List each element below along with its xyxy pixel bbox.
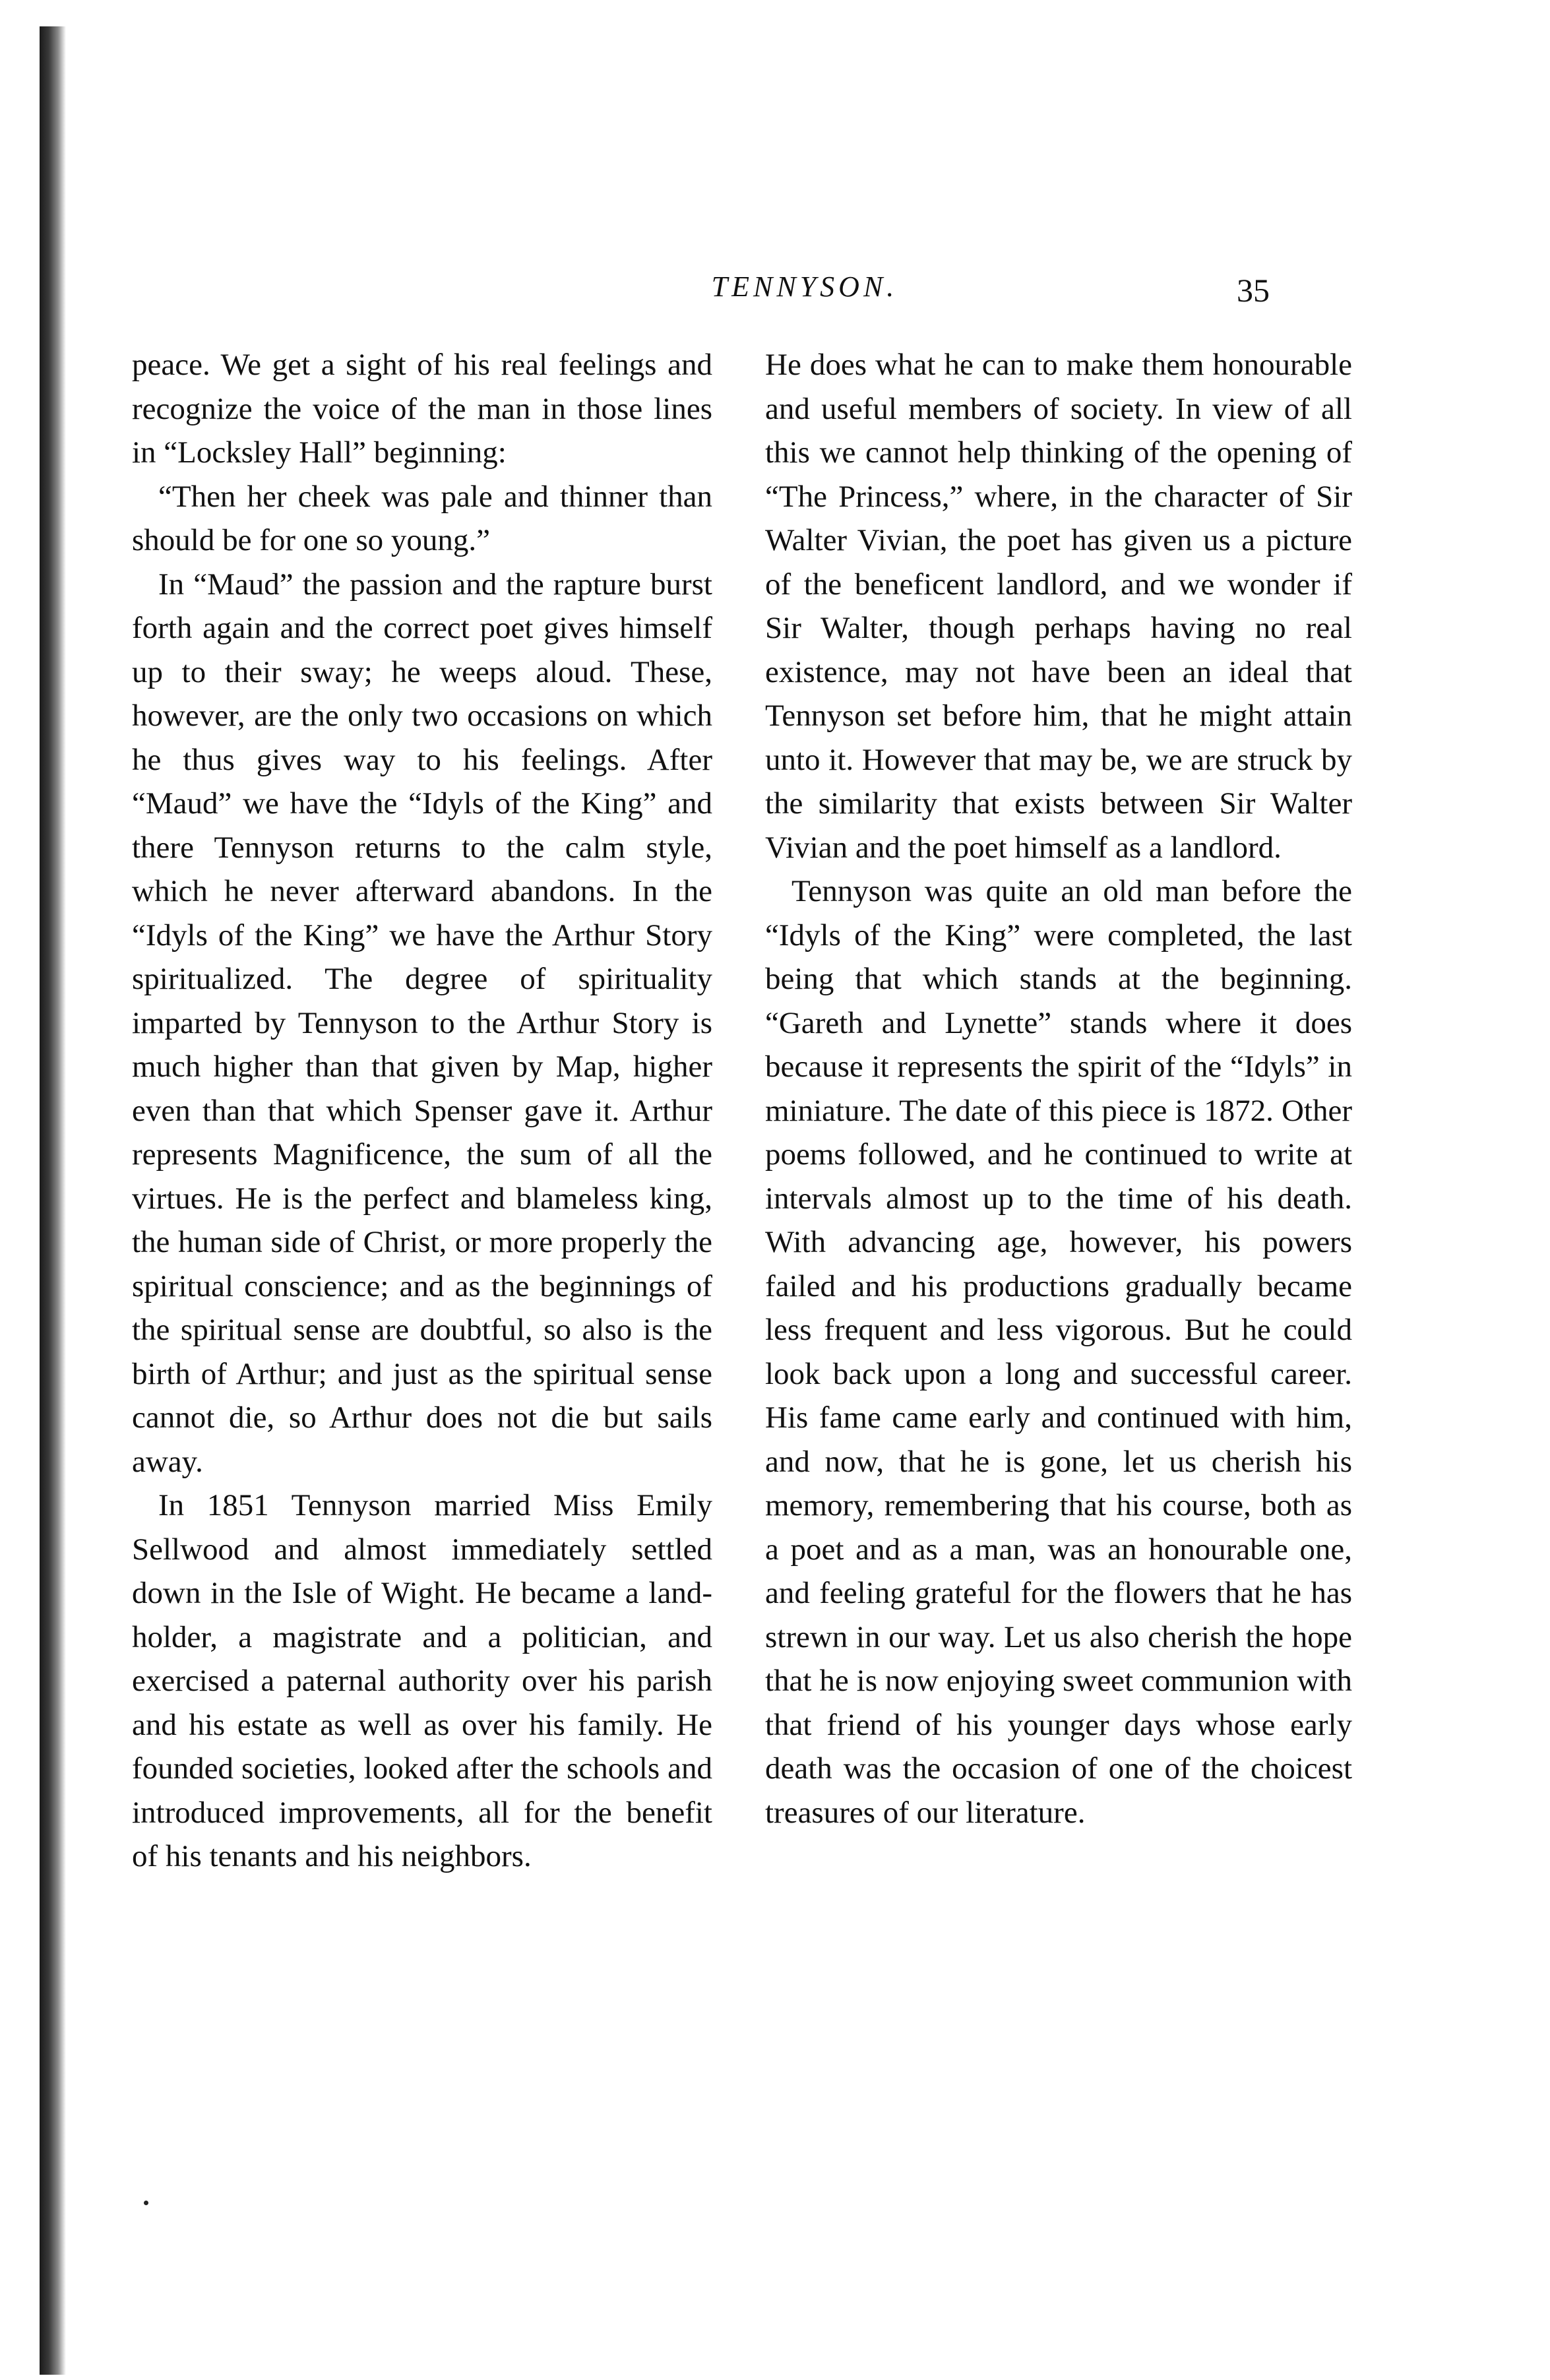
quotation-locksley-hall: “Then her cheek was pale and thinner than should be for one so young.” — [132, 479, 712, 557]
paragraph-left-1: peace. We get a sight of his real feelings and recognize the voice of the man in those lines in “Locksley Hall” beginning: — [132, 348, 712, 470]
paragraph-left-1851: In 1851 Tennyson married Miss Emily Sellwood and almost immediately settled down in the Isle of Wight. He became a land-holder, a magistrate and a politician, and exercised a paternal authority over his parish and his estate as well as over his family. He founded societies, looked after the schools and introduced improvements, all for the benefit of his tenants and his neighbors. — [132, 1488, 712, 1873]
ink-speck — [144, 2201, 148, 2205]
page-number: 35 — [1237, 272, 1270, 309]
paragraph-right-1: He does what he can to make them honourable and useful members of society. In view of all this we cannot help thinking of the opening of “The Princess,” where, in the character of Sir Walter Vivian, the poet has given us a picture of the beneficent landlord, and we wonder if Sir Walter, though perhaps having no real existence, may not have been an ideal that Tennyson set before him, that he might attain unto it. However that may be, we are struck by the similarity that exists between Sir Walter Vivian and the poet himself as a landlord. — [765, 348, 1352, 865]
paragraph-left-maud: In “Maud” the passion and the rapture burst forth again and the correct poet gives himself up to their sway; he weeps aloud. These, however, are the only two occasions on which he thus gives way to his feelings. After “Maud” we have the “Idyls of the King” and there Tennyson returns to the calm style, which he never afterward abandons. In the “Idyls of the King” we have the Arthur Story spiritualized. The degree of spirituality imparted by Tennyson to the Arthur Story is much higher than that given by Map, higher even than that which Spenser gave it. Arthur represents Magnificence, the sum of all the virtues. He is the perfect and blameless king, the human side of Christ, or more properly the spiritual conscience; and as the beginnings of the spiritual sense are doubtful, so also is the birth of Arthur; and just as the spiritual sense cannot die, so Arthur does not die but sails away. — [132, 567, 712, 1479]
right-column — [765, 343, 1352, 1834]
running-head: TENNYSON. — [711, 270, 898, 303]
left-column — [132, 343, 712, 1879]
paragraph-right-idyls: Tennyson was quite an old man before the “Idyls of the King” were completed, the last being that which stands at the beginning. “Gareth and Lynette” stands where it does because it represents the spirit of the “Idyls” in miniature. The date of this piece is 1872. Other poems followed, and he continued to write at intervals almost up to the time of his death. With advancing age, however, his powers failed and his productions gradually became less frequent and less vigorous. But he could look back upon a long and successful career. His fame came early and continued with him, and now, that he is gone, let us cherish his memory, remembering that his course, both as a poet and as a man, was an honourable one, and feeling grateful for the flowers that he has strewn in our way. Let us also cherish the hope that he is now enjoying sweet communion with that friend of his younger days whose early death was the occasion of one of the choicest treasures of our literature. — [765, 874, 1352, 1830]
page-binding-edge — [40, 26, 66, 2375]
